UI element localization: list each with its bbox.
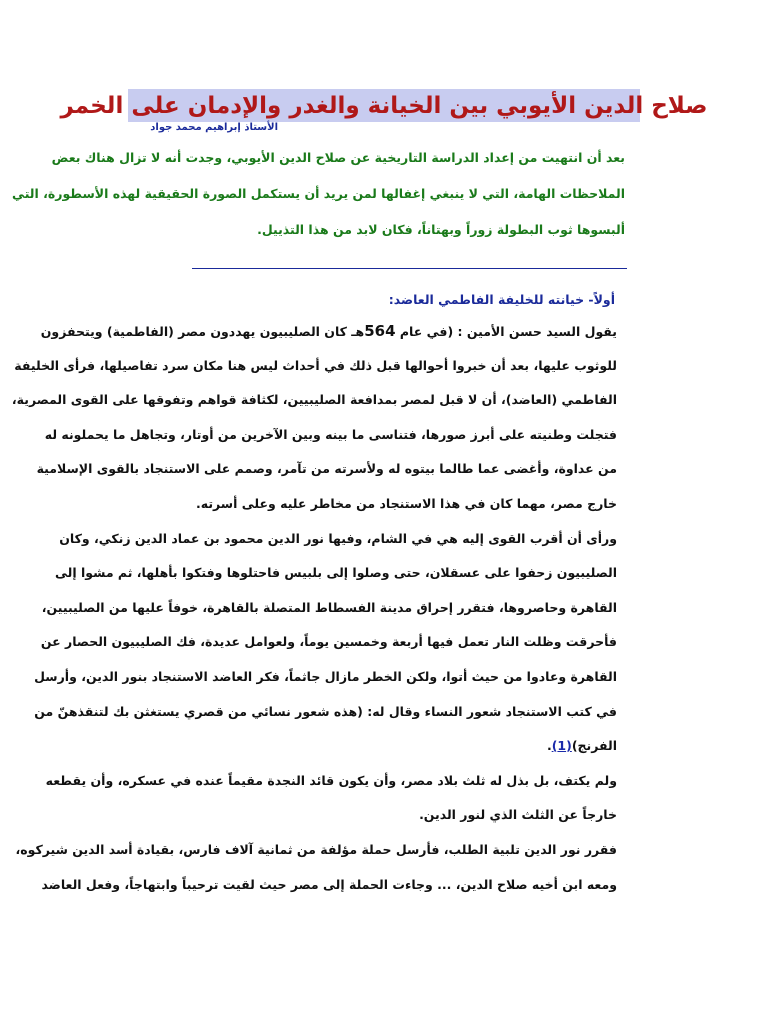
intro-paragraph — [12, 150, 625, 258]
body-line-part: . — [546, 738, 552, 754]
body-line: في كتب الاستنجاد شعور النساء وقال له: (هذه شعور نسائي من قصري يستغثن بك لتنقذهنّ من — [34, 703, 617, 719]
body-line: ومعه ابن أخيه صلاح الدين، ... وجاءت الحملة إلى مصر حيث لقيت ترحيباً وابتهاجاً، وفعل العاضد — [41, 876, 617, 892]
body-line: من عداوة، وأغضى عما طالما بيتوه له ولأسرته من تآمر، وصمم على الاستنجاد بالقوى الإسلامية — [36, 461, 617, 477]
body-line: ورأى أن أقرب القوى إليه هي في الشام، وفيها نور الدين محمود بن عماد الدين زنكي، وكان — [59, 530, 617, 546]
body-line — [155, 737, 617, 772]
footnote-link[interactable]: (1) — [551, 738, 572, 754]
body-line-part: يقول السيد حسن الأمين : (في عام — [395, 324, 617, 339]
intro-line: الملاحظات الهامة، التي لا ينبغي إغفالها لمن يريد أن يستكمل الصورة الحقيقية لهذه الأسطورة، التي — [12, 186, 625, 201]
title-banner — [60, 89, 708, 122]
body-line: القاهرة وعادوا من حيث أتوا، ولكن الخطر مازال جاثماً، فكر العاضد الاستنجاد بنور الدين، وأرسل — [34, 668, 617, 684]
body-line: فتجلت وطنيته على أبرز صورها، فتناسى ما بينه وبين الآخرين من أوتار، وتجاهل ما يحملونه له — [44, 426, 617, 442]
year-number: 564 — [364, 322, 396, 340]
author-name: الأستاذ إبراهيم محمد جواد — [150, 122, 278, 133]
body-line: للوثوب عليها، بعد أن خبروا أحوالها قبل ذلك في أحداث ليس هنا مكان سرد تفاصيلها، فرأى الخليفة — [14, 357, 617, 373]
body-line: خارجاً عن الثلث الذي لنور الدين. — [419, 807, 617, 823]
section-divider — [192, 268, 627, 269]
body-line-part: الفرنج) — [571, 738, 617, 754]
body-line: القاهرة وحاصروها، فتقرر إحراق مدينة الفسطاط المتصلة بالقاهرة، خوفاً عليها من الصليبيين، — [41, 599, 617, 615]
body-line: فأحرقت وظلت النار تعمل فيها أربعة وخمسين يوماً، ولعوامل عديدة، فك الصليبيون الحصار عن — [40, 634, 617, 650]
body-line: ولم يكتف، بل بذل له ثلث بلاد مصر، وأن يكون قائد النجدة مقيماً عنده في عسكره، وأن يقطعه — [45, 772, 617, 788]
intro-line: ألبسوها ثوب البطولة زوراً وبهتاناً، فكان لابد من هذا التذييل. — [257, 222, 625, 237]
body-line: الصليبيون زحفوا على عسقلان، حتى وصلوا إلى بلبيس فاحتلوها وفتكوا بأهلها، ثم مشوا إلى — [55, 565, 617, 581]
body-line-part: هـ كان الصليبيون يهددون مصر (الفاطمية) ويتحفزون — [40, 324, 365, 339]
body-paragraphs — [11, 322, 617, 910]
body-line — [40, 322, 617, 357]
body-line: خارج مصر، مهما كان في هذا الاستنجاد من مخاطر عليه وعلى أسرته. — [195, 495, 617, 511]
body-line: الفاطمي (العاضد)، أن لا قبل لمصر بمدافعة الصليبيين، لكثافة قواهم وتفوقها على القوى المصرية، — [11, 392, 617, 408]
intro-line: بعد أن انتهيت من إعداد الدراسة التاريخية عن صلاح الدين الأيوبي، وجدت أنه لا تزال هناك بعض — [51, 150, 625, 165]
section-heading: أولاً- خيانته للخليفة الفاطمي العاضد: — [388, 292, 615, 307]
body-line: فقرر نور الدين تلبية الطلب، فأرسل حملة مؤلفة من ثمانية آلاف فارس، بقيادة أسد الدين شيركوه، — [15, 841, 617, 857]
page-title: صلاح الدين الأيوبي بين الخيانة والغدر والإدمان على الخمر — [60, 92, 708, 119]
